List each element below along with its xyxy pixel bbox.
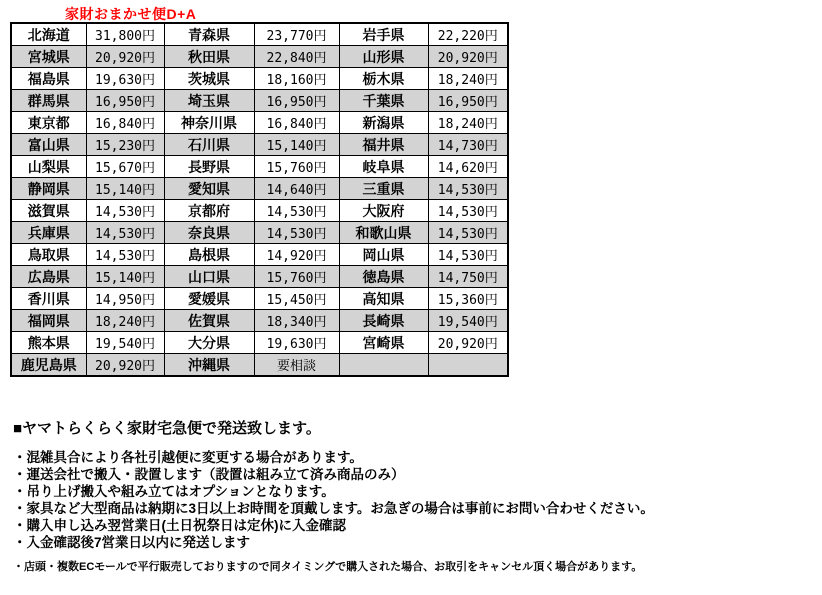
table-row — [11, 23, 508, 46]
prefecture-cell: 埼玉県 — [164, 90, 254, 112]
price-cell: 19,540円 — [428, 310, 508, 332]
price-cell: 23,770円 — [254, 23, 339, 46]
prefecture-cell: 奈良県 — [164, 222, 254, 244]
prefecture-cell: 京都府 — [164, 200, 254, 222]
prefecture-cell: 鹿児島県 — [11, 354, 86, 377]
table-row — [11, 310, 508, 332]
price-cell: 19,630円 — [86, 68, 164, 90]
table-row — [11, 134, 508, 156]
prefecture-cell: 高知県 — [339, 288, 428, 310]
price-cell: 14,530円 — [428, 200, 508, 222]
price-cell: 18,160円 — [254, 68, 339, 90]
prefecture-cell: 愛知県 — [164, 178, 254, 200]
price-cell: 16,840円 — [86, 112, 164, 134]
prefecture-cell: 熊本県 — [11, 332, 86, 354]
table-row — [11, 68, 508, 90]
price-cell: 14,530円 — [86, 200, 164, 222]
price-cell: 16,840円 — [254, 112, 339, 134]
table-row — [11, 266, 508, 288]
prefecture-cell: 福島県 — [11, 68, 86, 90]
price-cell: 22,840円 — [254, 46, 339, 68]
price-cell: 18,240円 — [428, 112, 508, 134]
note-item: ・混雑具合により各社引越便に変更する場合があります。 — [13, 450, 363, 465]
prefecture-cell: 大阪府 — [339, 200, 428, 222]
prefecture-cell: 東京都 — [11, 112, 86, 134]
prefecture-cell: 宮崎県 — [339, 332, 428, 354]
prefecture-cell: 山形県 — [339, 46, 428, 68]
price-cell: 18,240円 — [86, 310, 164, 332]
table-row — [11, 200, 508, 222]
price-cell: 14,750円 — [428, 266, 508, 288]
price-cell: 16,950円 — [86, 90, 164, 112]
price-cell: 15,670円 — [86, 156, 164, 178]
price-cell: 19,540円 — [86, 332, 164, 354]
prefecture-cell: 群馬県 — [11, 90, 86, 112]
price-cell: 15,140円 — [86, 178, 164, 200]
table-body — [11, 23, 508, 376]
price-cell: 14,730円 — [428, 134, 508, 156]
prefecture-cell: 島根県 — [164, 244, 254, 266]
price-cell: 20,920円 — [86, 354, 164, 377]
note-item: ・購入申し込み翌営業日(土日祝祭日は定休)に入金確認 — [13, 518, 346, 533]
table-row — [11, 46, 508, 68]
price-cell: 15,760円 — [254, 266, 339, 288]
prefecture-cell: 沖縄県 — [164, 354, 254, 377]
price-cell: 19,630円 — [254, 332, 339, 354]
prefecture-cell: 富山県 — [11, 134, 86, 156]
prefecture-cell: 秋田県 — [164, 46, 254, 68]
table-row — [11, 288, 508, 310]
price-cell: 14,530円 — [428, 222, 508, 244]
table-row — [11, 90, 508, 112]
prefecture-cell: 岐阜県 — [339, 156, 428, 178]
price-cell: 31,800円 — [86, 23, 164, 46]
prefecture-cell: 岡山県 — [339, 244, 428, 266]
prefecture-cell: 長野県 — [164, 156, 254, 178]
price-cell: 15,230円 — [86, 134, 164, 156]
note-item: ・家具など大型商品は納期に3日以上お時間を頂戴します。お急ぎの場合は事前にお問い合わせください。 — [13, 501, 654, 516]
price-cell: 18,340円 — [254, 310, 339, 332]
price-cell: 14,950円 — [86, 288, 164, 310]
price-cell: 22,220円 — [428, 23, 508, 46]
price-cell: 15,760円 — [254, 156, 339, 178]
price-cell: 15,140円 — [86, 266, 164, 288]
price-cell: 14,530円 — [86, 222, 164, 244]
shipping-notes — [13, 417, 654, 574]
price-cell: 18,240円 — [428, 68, 508, 90]
prefecture-cell: 千葉県 — [339, 90, 428, 112]
price-cell: 14,530円 — [428, 244, 508, 266]
price-cell: 20,920円 — [428, 46, 508, 68]
prefecture-cell: 香川県 — [11, 288, 86, 310]
prefecture-cell: 長崎県 — [339, 310, 428, 332]
price-cell: 20,920円 — [428, 332, 508, 354]
price-cell — [428, 354, 508, 377]
note-item: ・入金確認後7営業日以内に発送します — [13, 535, 251, 550]
price-cell: 14,530円 — [254, 222, 339, 244]
price-cell: 14,530円 — [428, 178, 508, 200]
prefecture-cell: 新潟県 — [339, 112, 428, 134]
prefecture-cell — [339, 354, 428, 377]
prefecture-cell: 北海道 — [11, 23, 86, 46]
price-cell: 14,620円 — [428, 156, 508, 178]
prefecture-cell: 宮城県 — [11, 46, 86, 68]
prefecture-cell: 徳島県 — [339, 266, 428, 288]
prefecture-cell: 栃木県 — [339, 68, 428, 90]
prefecture-cell: 山口県 — [164, 266, 254, 288]
table-row — [11, 112, 508, 134]
price-cell: 要相談 — [254, 354, 339, 377]
notes-list — [13, 449, 654, 551]
table-row — [11, 332, 508, 354]
price-cell: 14,530円 — [86, 244, 164, 266]
notes-footnote: ・店頭・複数ECモールで平行販売しておりますので同タイミングで購入された場合、お取引をキャンセル頂く場合があります。 — [13, 561, 643, 573]
note-item: ・運送会社で搬入・設置します（設置は組み立て済み商品のみ） — [13, 467, 405, 482]
prefecture-cell: 滋賀県 — [11, 200, 86, 222]
price-cell: 15,360円 — [428, 288, 508, 310]
price-cell: 15,450円 — [254, 288, 339, 310]
price-cell: 14,920円 — [254, 244, 339, 266]
prefecture-cell: 大分県 — [164, 332, 254, 354]
price-cell: 15,140円 — [254, 134, 339, 156]
shipping-fee-table — [10, 22, 509, 377]
prefecture-cell: 静岡県 — [11, 178, 86, 200]
prefecture-cell: 鳥取県 — [11, 244, 86, 266]
note-item: ・吊り上げ搬入や組み立てはオプションとなります。 — [13, 484, 335, 499]
prefecture-cell: 広島県 — [11, 266, 86, 288]
price-cell: 14,530円 — [254, 200, 339, 222]
notes-heading: ■ヤマトらくらく家財宅急便で発送致します。 — [13, 420, 321, 437]
table-row — [11, 244, 508, 266]
page-title: 家財おまかせ便D+A — [65, 6, 197, 22]
prefecture-cell: 佐賀県 — [164, 310, 254, 332]
table-row — [11, 156, 508, 178]
prefecture-cell: 福井県 — [339, 134, 428, 156]
price-cell: 20,920円 — [86, 46, 164, 68]
prefecture-cell: 山梨県 — [11, 156, 86, 178]
prefecture-cell: 岩手県 — [339, 23, 428, 46]
prefecture-cell: 三重県 — [339, 178, 428, 200]
price-cell: 16,950円 — [254, 90, 339, 112]
prefecture-cell: 和歌山県 — [339, 222, 428, 244]
prefecture-cell: 愛媛県 — [164, 288, 254, 310]
prefecture-cell: 神奈川県 — [164, 112, 254, 134]
prefecture-cell: 福岡県 — [11, 310, 86, 332]
price-cell: 16,950円 — [428, 90, 508, 112]
table-row — [11, 354, 508, 377]
prefecture-cell: 兵庫県 — [11, 222, 86, 244]
prefecture-cell: 青森県 — [164, 23, 254, 46]
price-cell: 14,640円 — [254, 178, 339, 200]
table-row — [11, 222, 508, 244]
table-row — [11, 178, 508, 200]
prefecture-cell: 石川県 — [164, 134, 254, 156]
prefecture-cell: 茨城県 — [164, 68, 254, 90]
